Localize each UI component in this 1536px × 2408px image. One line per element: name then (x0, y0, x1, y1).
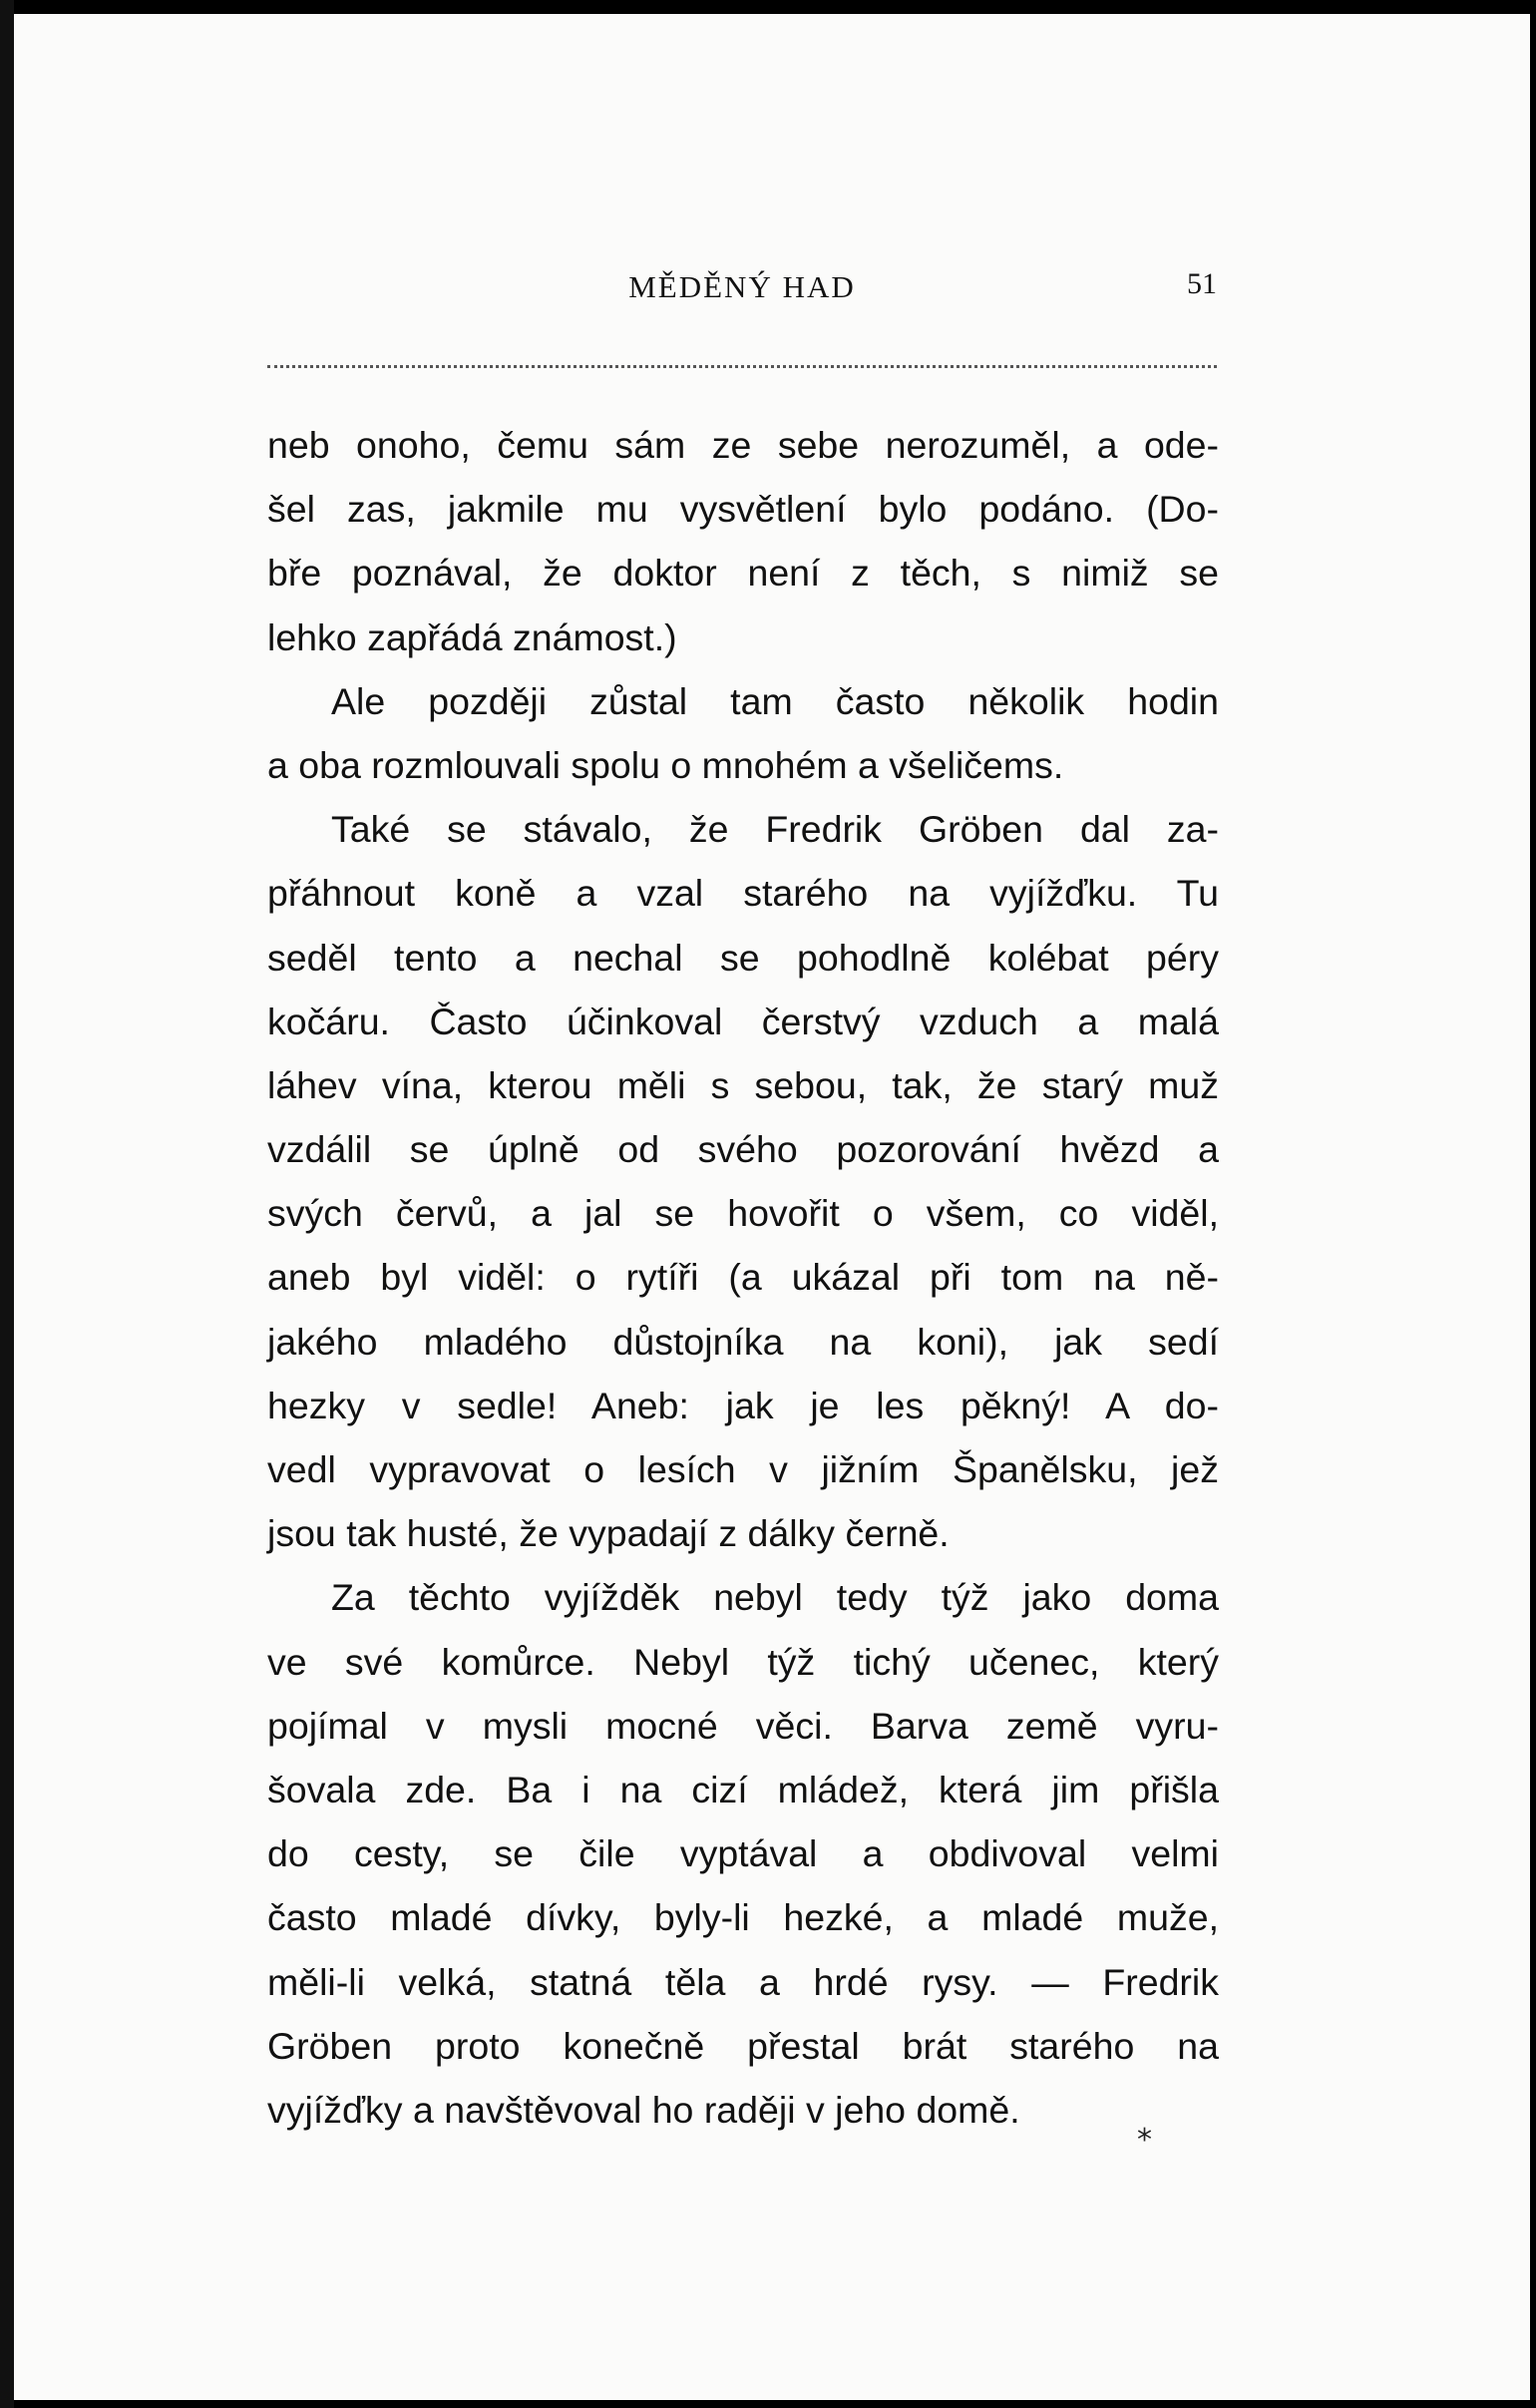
text-line: měli-li velká, statná těla a hrdé rysy. — Fredrik (267, 1960, 1219, 2003)
header-dotted-rule (267, 365, 1217, 368)
text-line: do cesty, se čile vyptával a obdivoval velmi (267, 1832, 1219, 1875)
text-line: svých červů, a jal se hovořit o všem, co viděl, (267, 1192, 1219, 1235)
text-line: láhev vína, kterou měli s sebou, tak, že starý muž (267, 1063, 1219, 1106)
text-line: seděl tento a nechal se pohodlně kolébat péry (267, 936, 1219, 979)
text-line: vzdálil se úplně od svého pozorování hvězd a (267, 1128, 1219, 1171)
text-line: hezky v sedle! Aneb: jak je les pěkný! A do- (267, 1384, 1219, 1426)
text-line: kočáru. Často účinkoval čerstvý vzduch a malá (267, 1000, 1219, 1042)
text-line: bře poznával, že doktor není z těch, s nimiž se (267, 552, 1219, 595)
page-number: 51 (1187, 267, 1217, 300)
text-line: jakého mladého důstojníka na koni), jak sedí (267, 1320, 1219, 1363)
text-line: Gröben proto konečně přestal brát starého na (267, 2024, 1219, 2067)
text-line: a oba rozmlouvali spolu o mnohém a všeličems. (267, 743, 1064, 786)
text-line: ve své komůrce. Nebyl týž tichý učenec, který (267, 1640, 1219, 1683)
text-line: často mladé dívky, byly-li hezké, a mladé muže, (267, 1896, 1219, 1939)
text-line: Ale později zůstal tam často několik hodin (331, 679, 1219, 722)
text-line: šel zas, jakmile mu vysvětlení bylo podáno. (Do- (267, 488, 1219, 531)
body-text (267, 413, 1219, 2142)
page-header (267, 269, 1217, 319)
text-line: aneb byl viděl: o rytíři (a ukázal při tom na ně- (267, 1256, 1219, 1299)
text-line: šovala zde. Ba i na cizí mládež, která jim přišla (267, 1768, 1219, 1810)
text-line: lehko zapřádá známost.) (267, 615, 677, 658)
text-line: Také se stávalo, že Fredrik Gröben dal za- (331, 808, 1219, 851)
text-line: Za těchto vyjížděk nebyl tedy týž jako doma (331, 1576, 1219, 1619)
text-line: jsou tak husté, že vypadají z dálky černě. (267, 1512, 950, 1555)
scan-left-edge (0, 0, 14, 2408)
text-line: vyjížďky a navštěvoval ho raději v jeho domě. (267, 2088, 1020, 2131)
running-title: MĚDĚNÝ HAD (628, 269, 856, 304)
text-line: neb onoho, čemu sám ze sebe nerozuměl, a ode- (267, 424, 1219, 466)
text-line: vedl vypravovat o lesích v jižním Španělsku, jež (267, 1448, 1219, 1490)
closing-asterisk: * (1137, 2123, 1152, 2158)
text-line: pojímal v mysli mocné věci. Barva země vyru- (267, 1704, 1219, 1747)
text-line: přáhnout koně a vzal starého na vyjížďku. Tu (267, 872, 1219, 915)
